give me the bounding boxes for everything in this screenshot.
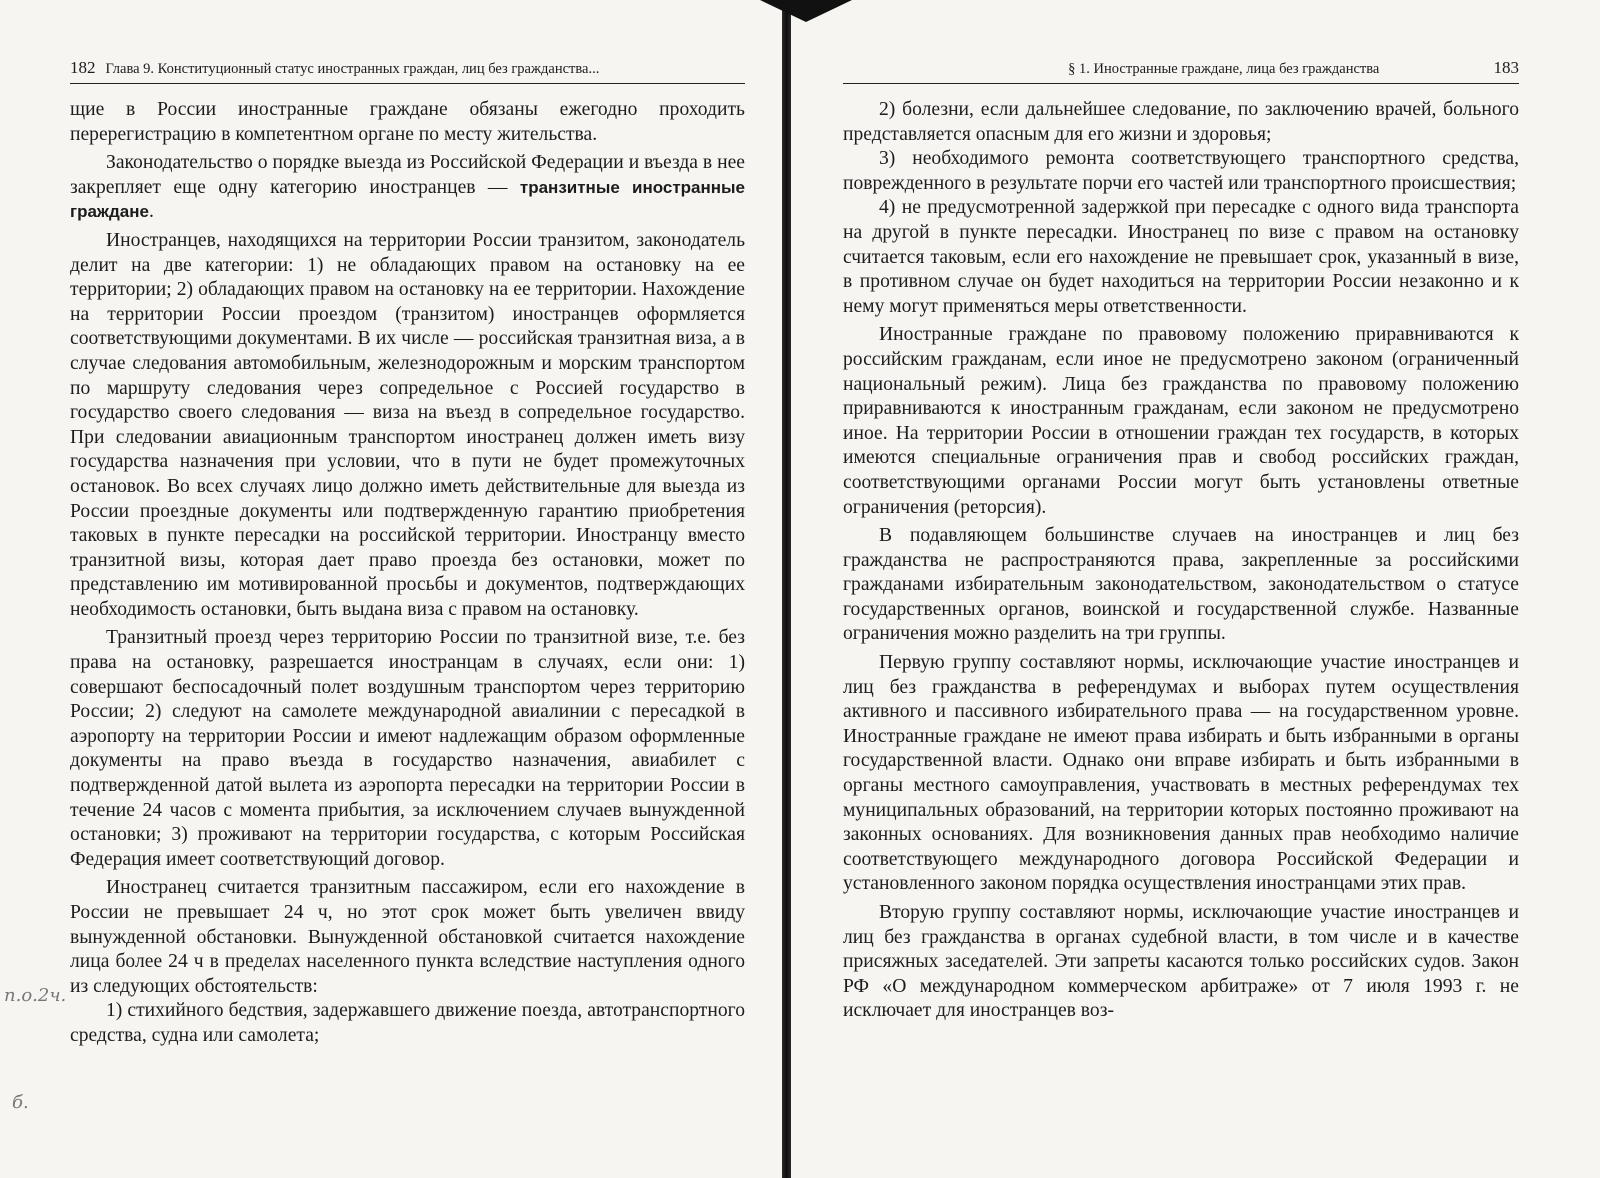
bold-term: транзитные иностранные граждане (70, 177, 745, 222)
paragraph-text: Законодательство о порядке выезда из Российской Федерации и въезда в нее закрепляет еще одну категорию иностранцев — (70, 152, 745, 198)
handwritten-margin-note: п.о.2ч. (4, 985, 67, 1006)
paragraph: 3) необходимого ремонта соответствующего транспортного средства, поврежденного в результате порчи его частей или транспортного происшествия; (843, 148, 1519, 194)
paragraph: 2) болезни, если дальнейшее следование, по заключению врачей, больного представляется опасным для его жизни и здоровья; (843, 99, 1519, 145)
paragraph: Иностранцев, находящихся на территории России транзитом, законодатель делит на две категории: 1) не обладающих правом на остановку на ее территории; 2) обладающих правом на остановку на ее территории. Нахождение на территории России проездом (транзитом) иностранцев оформляется соответствующими документами. В их числе — российская транзитная виза, а в случае следования автомобильным, железнодорожным и морским транспортом по маршруту следования через сопредельное с Россией государство в государство своего следования — виза на въезд в сопредельное государство. При следовании авиационным транспортом иностранец должен иметь визу государства назначения при условии, что в пути не будет промежуточных остановок. Во всех случаях лицо должно иметь действительные для выезда из России проездные документы или подтвержденную гарантию приобретения таковых в пункте пересадки на российской территории. Иностранцу вместо транзитной визы, которая дает право проезда без остановки, может по представлению им мотивированной просьбы и документов, подтверждающих необходимость остановки, быть выдана виза с правом на остановку. (70, 229, 745, 620)
book-gutter (782, 0, 791, 1178)
left-page-header (70, 58, 745, 84)
right-running-head: § 1. Иностранные граждане, лица без гражданства (1068, 61, 1380, 77)
right-page-body (843, 98, 1519, 1024)
paragraph (70, 151, 745, 225)
left-page (70, 58, 745, 1049)
paragraph: щие в России иностранные граждане обязаны ежегодно проходить перерегистрацию в компетентном органе по месту жительства. (70, 99, 745, 145)
right-page-number: 183 (1493, 58, 1519, 77)
paragraph: Иностранец считается транзитным пассажиром, если его нахождение в России не превышает 24 ч, но этот срок может быть увеличен ввиду вынужденной обстановки. Вынужденной обстановкой считается нахождение лица более 24 ч в пределах населенного пункта вследствие наступления одного из следующих обстоятельств: (70, 877, 745, 997)
paragraph: Транзитный проезд через территорию России по транзитной визе, т.е. без права на остановку, разрешается иностранцам в случаях, если они: 1) совершают беспосадочный полет воздушным транспортом через территорию России; 2) следуют на самолете международной авиалинии с пересадкой в аэропорту на территории России и имеют надлежащим образом оформленные документы на право въезда в государство назначения, авиабилет с подтвержденной датой вылета из аэропорта пересадки на территории России в течение 24 часов с момента прибытия, за исключением случаев вынужденной остановки; 3) проживают на территории государства, с которым Российская Федерация имеет соответствующий договор. (70, 627, 745, 870)
paragraph: Первую группу составляют нормы, исключающие участие иностранцев и лиц без гражданства в референдумах и выборах путем осуществления активного и пассивного избирательного права — на государственном уровне. Иностранные граждане не имеют права избирать и быть избранными в органы государственной власти. Однако они вправе избирать и быть избранными в органы местного самоуправления, участвовать в местных референдумах тех муниципальных образований, на территории которых постоянно проживают на законных основаниях. Для возникновения данных прав необходимо наличие соответствующего международного договора Российской Федерации и установленного законом порядка осуществления иностранцами этих прав. (843, 652, 1519, 895)
left-page-body (70, 98, 745, 1049)
paragraph-text: . (148, 201, 154, 223)
paragraph: Вторую группу составляют нормы, исключающие участие иностранцев и лиц без гражданства в органах судебной власти, в том числе и в качестве присяжных заседателей. Эти запреты касаются только российских судов. Закон РФ «О международном коммерческом арбитраже» от 7 июля 1993 г. не исключает для иностранцев воз- (843, 902, 1519, 1022)
left-running-head: Глава 9. Конституционный статус иностранных граждан, лиц без гражданства... (105, 61, 600, 77)
gutter-top-shadow (760, 0, 852, 22)
handwritten-margin-note: б. (12, 1092, 29, 1113)
left-page-number: 182 (70, 58, 96, 77)
paragraph: Иностранные граждане по правовому положению приравниваются к российским гражданам, если иное не предусмотрено законом (ограниченный национальный режим). Лица без гражданства по правовому положению приравниваются к иностранным гражданам, если законом не предусмотрено иное. На территории России в отношении граждан тех государств, в которых имеются специальные ограничения прав и свобод российских граждан, соответствующими органами России могут быть установлены ответные ограничения (реторсия). (843, 324, 1519, 518)
paragraph: 4) не предусмотренной задержкой при пересадке с одного вида транспорта на другой в пункте пересадки. Иностранец по визе с правом на остановку считается таковым, если его нахождение не превышает срок, указанный в визе, в противном случае он будет находиться на территории России незаконно и к нему могут применяться меры ответственности. (843, 197, 1519, 317)
paragraph: В подавляющем большинстве случаев на иностранцев и лиц без гражданства не распространяются права, закрепленные за российскими гражданами избирательным законодательством, законодательством о статусе государственных органов, воинской и государственной службе. Названные ограничения можно разделить на три группы. (843, 525, 1519, 645)
right-page (843, 58, 1519, 1024)
left-header-group (70, 58, 599, 78)
paragraph: 1) стихийного бедствия, задержавшего движение поезда, автотранспортного средства, судна или самолета; (70, 1000, 745, 1046)
right-page-header (843, 58, 1519, 84)
